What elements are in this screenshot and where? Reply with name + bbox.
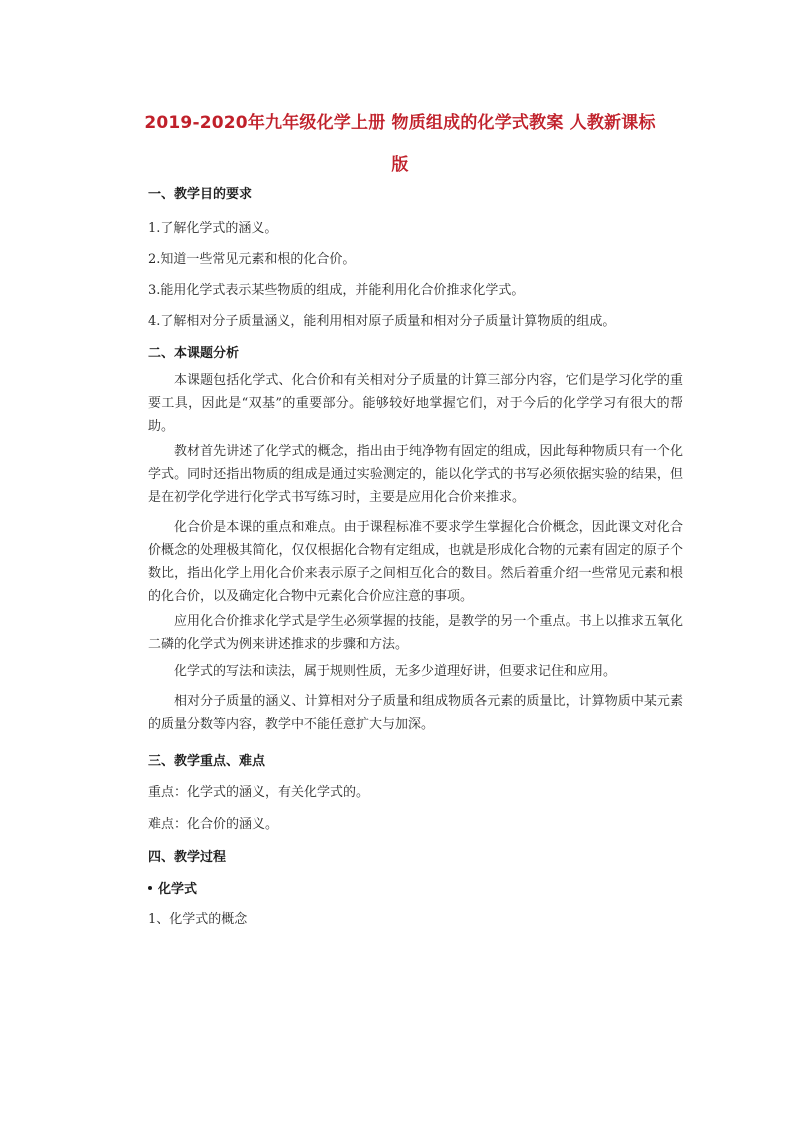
document-title-line1: 2019-2020年九年级化学上册 物质组成的化学式教案 人教新课标 xyxy=(144,113,656,133)
section2-paragraph-4: 应用化合价推求化学式是学生必须掌握的技能，是教学的另一个重点。书上以推求五氧化二磷的化学式为例来讲述推求的步骤和方法。 xyxy=(148,614,683,652)
section4-sub-item: 1、化学式的概念 xyxy=(148,912,248,927)
section2-paragraph-2: 教材首先讲述了化学式的概念，指出由于纯净物有固定的组成，因此每种物质只有一个化学式。同时还指出物质的组成是通过实验测定的，能以化学式的书写必须依据实验的结果，但是在初学化学进行化学式书写练习时，主要是应用化合价来推求。 xyxy=(148,444,683,505)
bullet-dot-icon xyxy=(148,886,152,890)
section1-item-3: 3.能用化学式表示某些物质的组成，并能利用化合价推求化学式。 xyxy=(148,283,525,298)
section2-heading: 二、本课题分析 xyxy=(148,346,240,361)
document-title-line2: 版 xyxy=(391,155,409,175)
key-point-text: 重点：化学式的涵义，有关化学式的。 xyxy=(148,785,370,800)
section1-item-2: 2.知道一些常见元素和根的化合价。 xyxy=(148,252,356,267)
section2-paragraph-6: 相对分子质量的涵义、计算相对分子质量和组成物质各元素的质量比，计算物质中某元素的质量分数等内容，教学中不能任意扩大与加深。 xyxy=(148,694,683,732)
section2-paragraph-1: 本课题包括化学式、化合价和有关相对分子质量的计算三部分内容，它们是学习化学的重要工具，因此是“双基”的重要部分。能够较好地掌握它们，对于今后的化学学习有很大的帮助。 xyxy=(148,373,683,434)
section2-paragraph-3: 化合价是本课的重点和难点。由于课程标准不要求学生掌握化合价概念，因此课文对化合价概念的处理极其简化，仅仅根据化合物有定组成，也就是形成化合物的元素有固定的原子个数比，指出化学上用化合价来表示原子之间相互化合的数目。然后着重介绍一些常见元素和根的化合价，以及确定化合物中元素化合价应注意的事项。 xyxy=(148,520,683,604)
bullet-item-label: 化学式 xyxy=(158,882,198,897)
section3-heading: 三、教学重点、难点 xyxy=(148,754,266,769)
section4-heading: 四、教学过程 xyxy=(148,850,227,865)
bullet-item xyxy=(148,878,197,897)
section2-paragraph-5: 化学式的写法和读法，属于规则性质，无多少道理好讲，但要求记住和应用。 xyxy=(174,664,617,679)
section1-item-4: 4.了解相对分子质量涵义，能利用相对原子质量和相对分子质量计算物质的组成。 xyxy=(148,314,616,329)
section1-heading: 一、教学目的要求 xyxy=(148,187,253,202)
section1-item-1: 1.了解化学式的涵义。 xyxy=(148,221,278,236)
difficulty-text: 难点：化合价的涵义。 xyxy=(148,817,279,832)
